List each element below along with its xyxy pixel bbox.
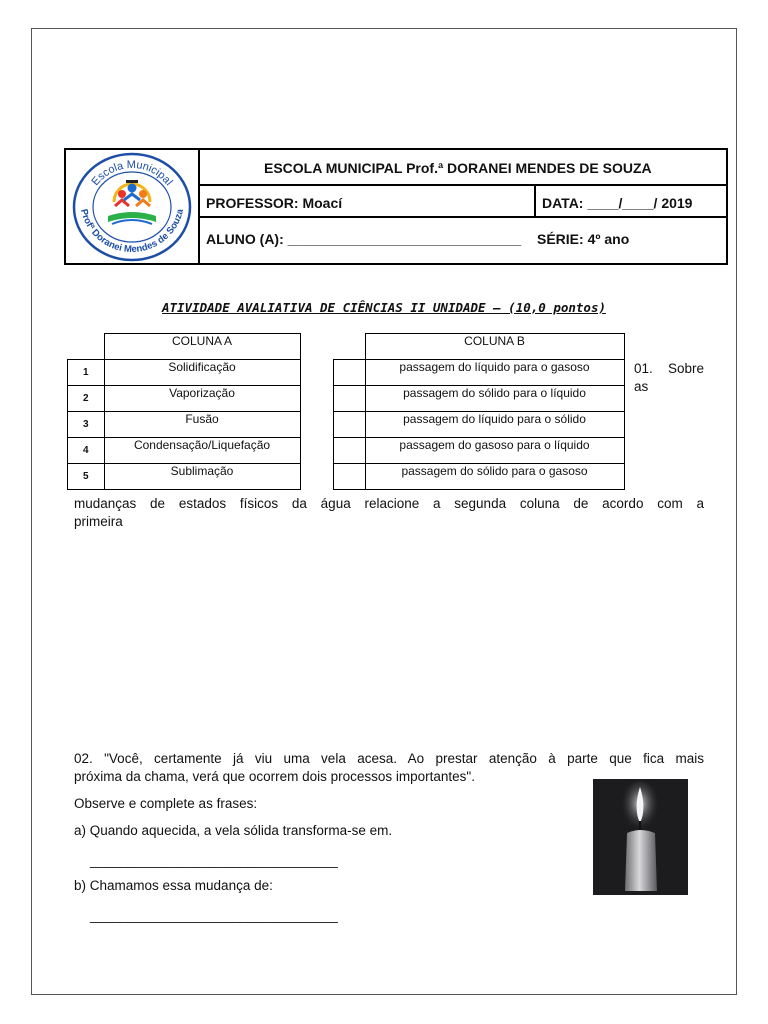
row-number: 5 <box>68 464 105 490</box>
column-b-table <box>333 333 625 490</box>
column-a-item: Vaporização <box>104 386 300 412</box>
header-divider-2 <box>200 216 726 218</box>
candle-image <box>593 779 688 895</box>
table-row <box>334 386 625 412</box>
column-a-header: COLUNA A <box>104 334 300 360</box>
column-a-item: Solidificação <box>104 360 300 386</box>
q1-line-1: mudanças de estados físicos da água relacione a segunda coluna de acordo com a <box>74 496 704 511</box>
header-divider-1 <box>200 184 726 186</box>
column-b-header: COLUNA B <box>365 334 624 360</box>
answer-box[interactable] <box>334 412 366 438</box>
column-b-item: passagem do sólido para o gasoso <box>365 464 624 490</box>
column-b-item: passagem do líquido para o sólido <box>365 412 624 438</box>
activity-title: ATIVIDADE AVALIATIVA DE CIÊNCIAS II UNIDADE – (10,0 pontos) <box>161 300 606 315</box>
grade-label: SÉRIE: 4º ano <box>537 231 630 247</box>
column-b-item: passagem do gasoso para o líquido <box>365 438 624 464</box>
q2-instruction: Observe e complete as frases: <box>74 796 258 811</box>
q1-line-2: primeira <box>74 514 123 529</box>
student-name-field[interactable]: ALUNO (A): ______________________________ <box>206 231 522 247</box>
table-row <box>334 464 625 490</box>
q2-answer-a[interactable]: _________________________________ <box>90 853 338 868</box>
answer-box[interactable] <box>334 360 366 386</box>
header-vertical-divider <box>534 186 536 218</box>
date-field[interactable]: DATA: ____/____/ 2019 <box>542 195 693 211</box>
answer-box[interactable] <box>334 464 366 490</box>
q2-answer-b[interactable]: _________________________________ <box>90 908 338 923</box>
school-name: ESCOLA MUNICIPAL Prof.ª DORANEI MENDES DE SOUZA <box>264 160 652 176</box>
table-row <box>68 360 301 386</box>
column-b-item: passagem do sólido para o líquido <box>365 386 624 412</box>
q2-item-b: b) Chamamos essa mudança de: <box>74 878 273 893</box>
table-row <box>334 412 625 438</box>
row-number: 4 <box>68 438 105 464</box>
table-row <box>68 464 301 490</box>
professor-label: PROFESSOR: Moací <box>206 195 343 211</box>
q2-line-1: 02. "Você, certamente já viu uma vela acesa. Ao prestar atenção à parte que fica mais <box>74 751 704 766</box>
q1-start-line-1: 01. Sobre <box>634 361 704 376</box>
q1-text <box>74 495 704 531</box>
logo-top-text: Escola Municipal <box>89 158 175 188</box>
row-number: 2 <box>68 386 105 412</box>
row-number: 3 <box>68 412 105 438</box>
row-number: 1 <box>68 360 105 386</box>
table-row <box>68 386 301 412</box>
column-a-item: Condensação/Liquefação <box>104 438 300 464</box>
table-row <box>68 412 301 438</box>
table-row <box>334 360 625 386</box>
column-a-table <box>67 333 301 490</box>
table-row <box>334 438 625 464</box>
q1-start-line-2: as <box>634 379 649 394</box>
answer-box[interactable] <box>334 386 366 412</box>
logo-bottom-text: Profª Doranei Mendes de Souza <box>77 207 187 256</box>
answer-box[interactable] <box>334 438 366 464</box>
q2-line-2: próxima da chama, verá que ocorrem dois processos importantes". <box>74 769 475 784</box>
candle-icon <box>593 779 688 895</box>
logo-cell <box>66 150 200 263</box>
column-b-item: passagem do líquido para o gasoso <box>365 360 624 386</box>
school-logo <box>66 150 196 263</box>
q2-item-a: a) Quando aquecida, a vela sólida transforma-se em. <box>74 823 393 838</box>
column-a-item: Sublimação <box>104 464 300 490</box>
q1-start <box>634 360 704 396</box>
column-a-item: Fusão <box>104 412 300 438</box>
table-row <box>68 438 301 464</box>
school-header <box>64 148 728 265</box>
